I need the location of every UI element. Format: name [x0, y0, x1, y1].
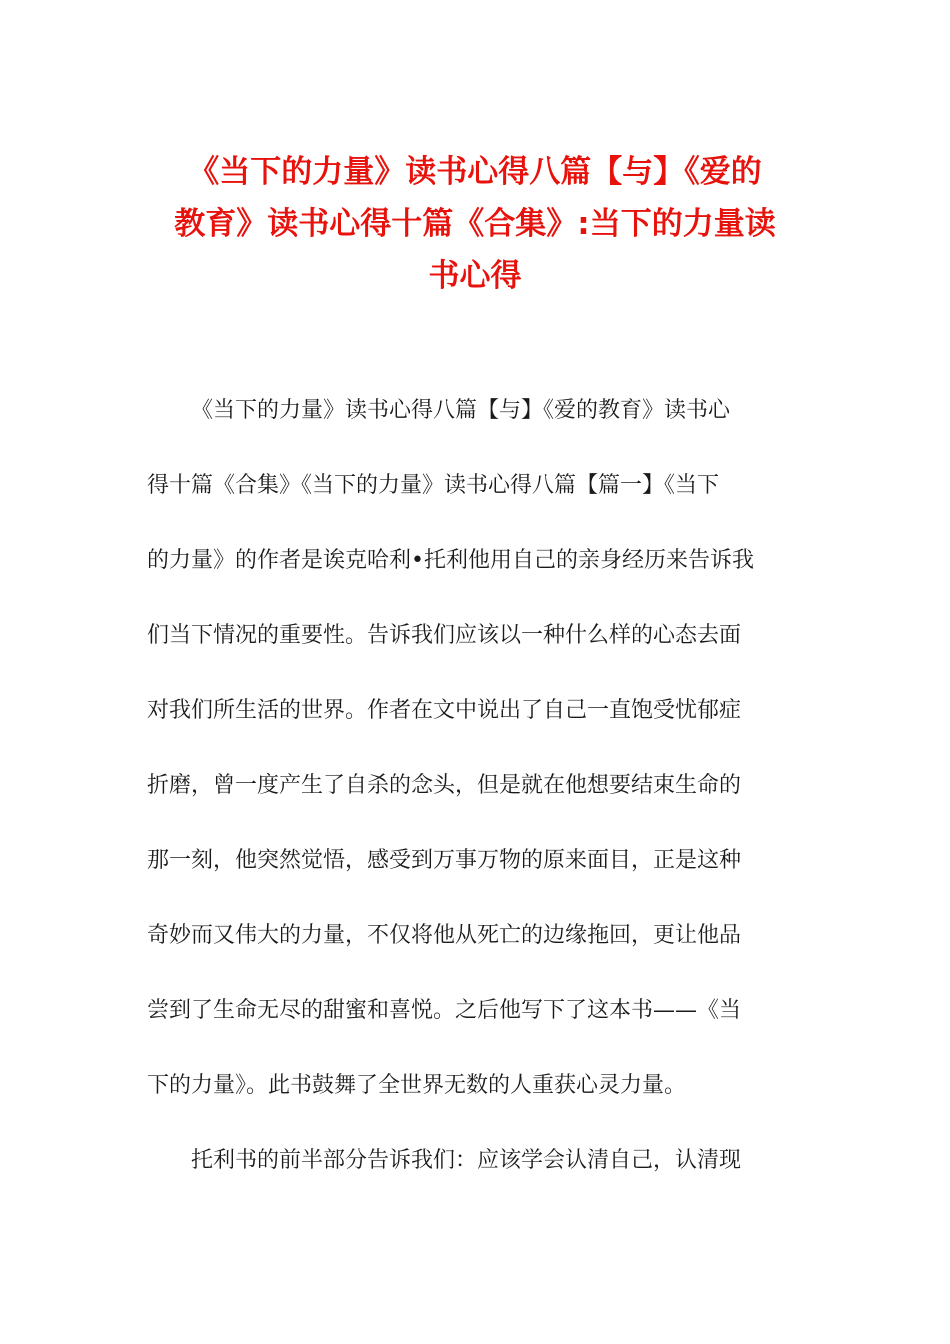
paragraph-line: 尝到了生命无尽的甜蜜和喜悦。之后他写下了这本书——《当 — [147, 998, 742, 1023]
paragraph-line: 得十篇《合集》《当下的力量》读书心得八篇【篇一】《当下 — [147, 473, 720, 498]
paragraph-line: 折磨，曾一度产生了自杀的念头，但是就在他想要结束生命的 — [147, 773, 742, 798]
title-line: 教育》读书心得十篇《合集》:当下的力量读 — [174, 206, 776, 242]
paragraph-line: 们当下情况的重要性。告诉我们应该以一种什么样的心态去面 — [147, 623, 742, 648]
paragraph-line: 那一刻，他突然觉悟，感受到万事万物的原来面目，正是这种 — [147, 848, 742, 873]
paragraph-line: 下的力量》。此书鼓舞了全世界无数的人重获心灵力量。 — [147, 1073, 687, 1098]
paragraph-line: 奇妙而又伟大的力量，不仅将他从死亡的边缘拖回，更让他品 — [147, 923, 742, 948]
paragraph-line: 托利书的前半部分告诉我们：应该学会认清自己，认清现 — [191, 1148, 742, 1173]
paragraph-line: 《当下的力量》读书心得八篇【与】《爱的教育》读书心 — [191, 398, 731, 423]
paragraph-line: 对我们所生活的世界。作者在文中说出了自己一直饱受忧郁症 — [147, 698, 742, 723]
document-title — [140, 146, 810, 302]
paragraph-line: 的力量》的作者是诶克哈利•托利他用自己的亲身经历来告诉我 — [147, 548, 754, 573]
document-body — [147, 373, 807, 1198]
title-line: 书心得 — [428, 258, 522, 294]
title-line: 《当下的力量》读书心得八篇【与】《爱的 — [188, 154, 762, 190]
